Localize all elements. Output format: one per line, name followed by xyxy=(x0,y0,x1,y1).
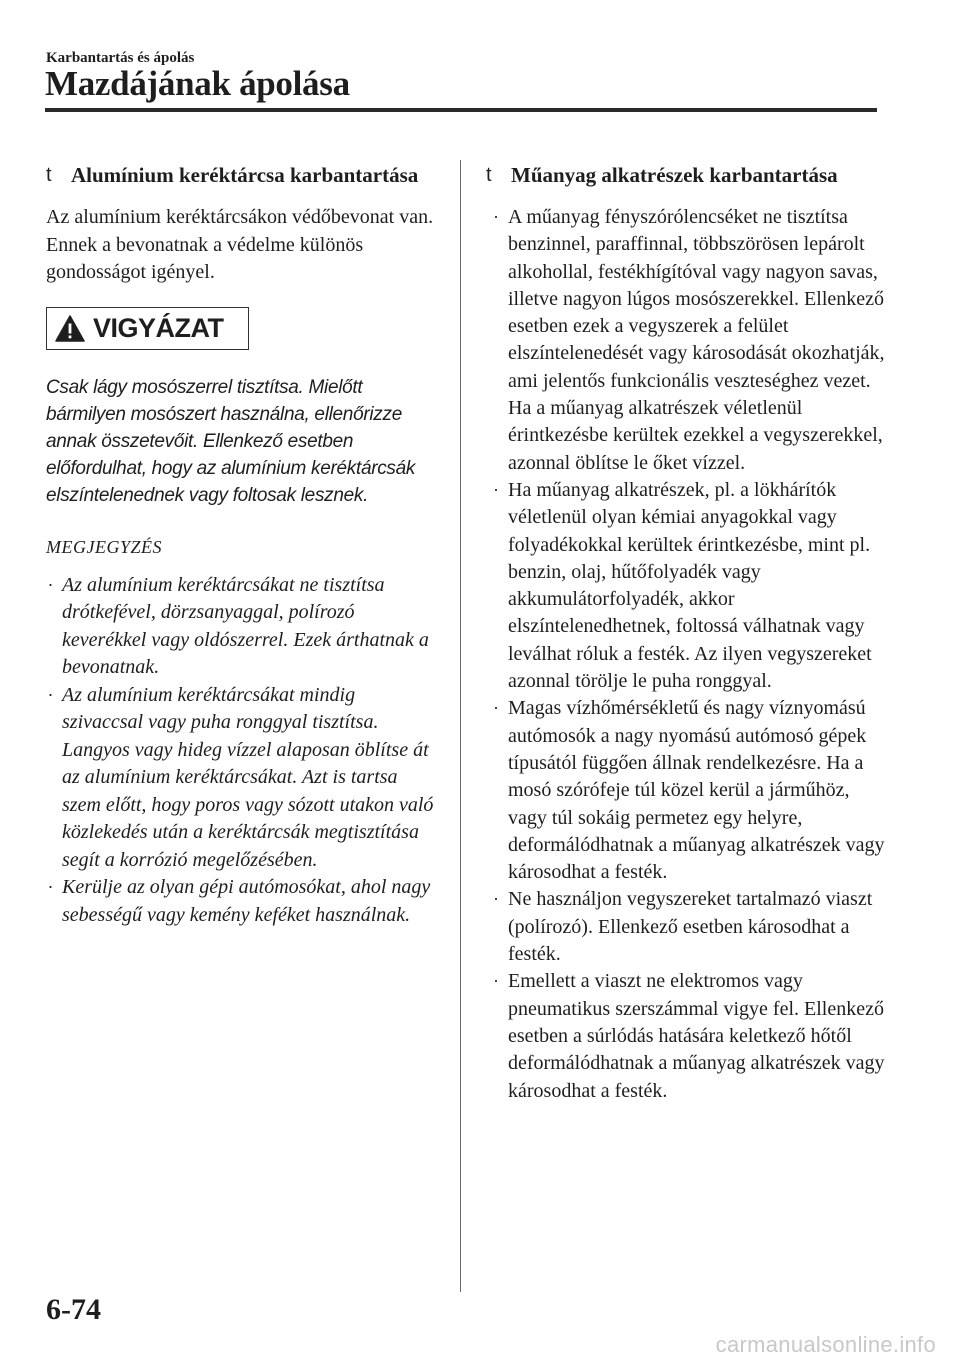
section-heading-text: Alumínium keréktárcsa karbantartása xyxy=(71,163,419,187)
bullet-dot: · xyxy=(48,574,53,595)
list-item: · A műanyag fényszórólencséket ne tisztítsa benzinnel, paraffinnal, többszörösen lepárolt alkohollal, festékhígítóval vagy nagyon savas, illetve nagyon lúgos mosószerekkel. Ellenkező esetben ezek a vegyszerek a felület elszíntelenedését vagy károsodását okozhatják, ami jelentős funkcionális veszteséghez vezet. Ha a műanyag alkatrészek véletlenül érintkezésbe kerültek ezekkel a vegyszerekkel, azonnal öblítse le őket vízzel. xyxy=(493,206,885,474)
section-marker: t xyxy=(46,164,52,186)
list-item: · Ha műanyag alkatrészek, pl. a lökhárítók véletlenül olyan kémiai anyagokkal vagy folyadékokkal kerültek érintkezésbe, mint pl. benzin, olaj, hűtőfolyadék vagy akkumulátorfolyadék, akkor elszíntelenedhetnek, foltossá válhatnak vagy leválhat róluk a festék. Az ilyen vegyszereket azonnal törölje le puha ronggyal. xyxy=(493,478,872,693)
caution-label: VIGYÁZAT xyxy=(93,312,224,343)
caution-text: Csak lágy mosószerrel tisztítsa. Mielőtt bármilyen mosószert használna, ellenőrizze annak összetevőit. Ellenkező esetben előfordulhat, hogy az alumínium keréktárcsák elszíntelenednek vagy foltosak lesznek. xyxy=(46,376,416,506)
bullet-dot: · xyxy=(48,684,53,705)
plastic-care-list xyxy=(486,204,886,1105)
page-title: Mazdájának ápolása xyxy=(45,64,350,103)
section-marker: t xyxy=(486,164,492,186)
bullet-dot: · xyxy=(493,698,499,719)
header-rule xyxy=(45,108,877,112)
note-item: · Kerülje az olyan gépi autómosókat, ahol nagy sebességű vagy kemény keféket használnak. xyxy=(48,876,431,926)
right-column xyxy=(486,160,886,1105)
list-item: · Ne használjon vegyszereket tartalmazó viaszt (polírozó). Ellenkező esetben károsodhat a festék. xyxy=(493,888,873,966)
list-item: · Emellett a viaszt ne elektromos vagy pneumatikus szerszámmal vigye fel. Ellenkező esetben a súrlódás hatására keletkező hőtől deformálódhatnak a műanyag alkatrészek vagy károsodhat a festék. xyxy=(493,970,885,1102)
left-column xyxy=(46,160,438,929)
watermark: carmanualsonline.info xyxy=(715,1332,936,1357)
note-list xyxy=(46,572,438,930)
section-heading-plastic-parts xyxy=(486,160,886,190)
warning-triangle-icon xyxy=(55,315,85,342)
bullet-dot: · xyxy=(493,479,499,500)
note-item: · Az alumínium keréktárcsákat ne tisztítsa drótkefével, dörzsanyaggal, polírozó keverékkel vagy oldószerrel. Ezek árthatnak a bevonatnak. xyxy=(48,573,429,678)
note-item: · Az alumínium keréktárcsákat mindig szivaccsal vagy puha ronggyal tisztítsa. Langyos vagy hideg vízzel alaposan öblítse át az alumínium keréktárcsákat. Azt is tartsa szem előtt, hogy poros vagy sózott utakon való közlekedés után a keréktárcsák megtisztítása segít a korrózió megelőzésében. xyxy=(48,683,434,871)
running-header-section: Karbantartás és ápolás xyxy=(46,50,195,66)
bullet-dot: · xyxy=(493,971,499,992)
bullet-dot: · xyxy=(493,207,499,227)
list-item: · Magas vízhőmérsékletű és nagy víznyomású autómosók a nagy nyomású autómosó gépek típusától függően állnak rendelkezésre. Ha a mosó szórófeje túl közel kerül a járműhöz, vagy túl sokáig permetez egy helyre, deformálódhatnak a műanyag alkatrészek vagy károsodhat a festék. xyxy=(493,697,885,884)
intro-paragraph: Az alumínium keréktárcsákon védőbevonat van. Ennek a bevonatnak a védelme különös gondosságot igényel. xyxy=(46,206,434,283)
bullet-dot: · xyxy=(48,877,53,897)
bullet-dot: · xyxy=(493,889,499,910)
page-number: 6-74 xyxy=(46,1293,101,1326)
note-title: MEGJEGYZÉS xyxy=(46,536,162,557)
caution-box xyxy=(46,307,249,350)
section-heading-text: Műanyag alkatrészek karbantartása xyxy=(511,163,838,187)
column-divider xyxy=(460,160,461,1292)
section-heading-alloy-wheels xyxy=(46,160,438,190)
